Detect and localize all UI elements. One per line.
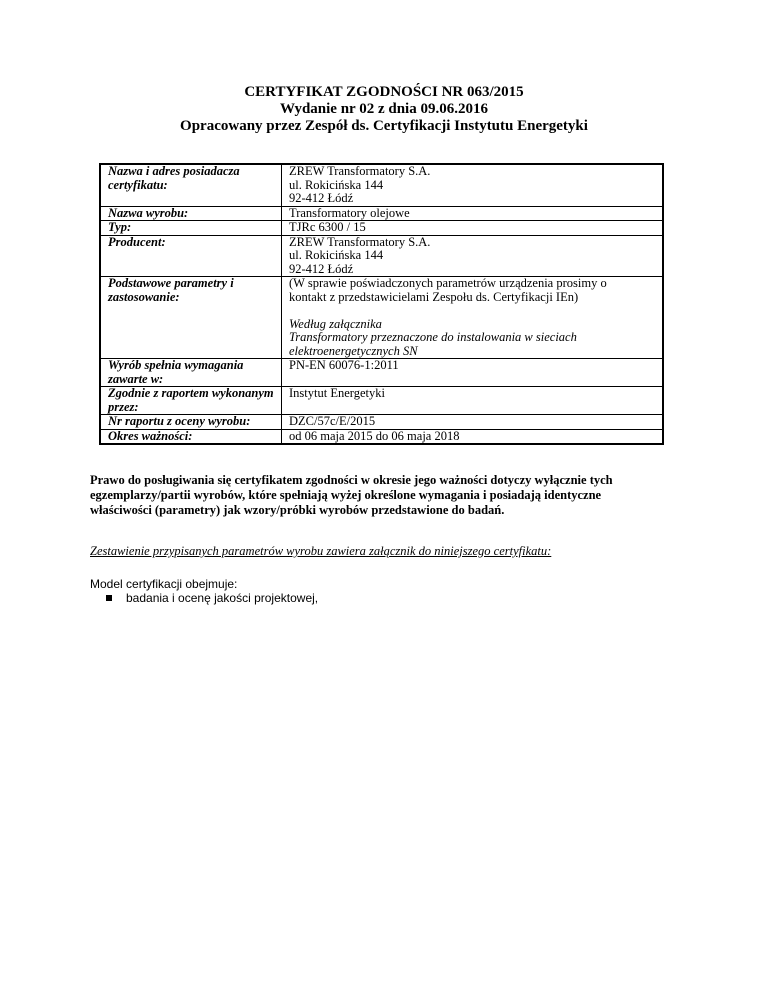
params-row xyxy=(100,277,663,359)
certificate-header xyxy=(0,84,768,135)
report-number-value: DZC/57c/E/2015 xyxy=(282,415,664,430)
report-row xyxy=(100,387,663,415)
report-value: Instytut Energetyki xyxy=(282,387,664,415)
certificate-details-table xyxy=(99,163,664,445)
square-bullet-icon xyxy=(106,595,112,601)
report-label: Zgodnie z raportem wykonanym przez: xyxy=(100,387,282,415)
producer-value: ZREW Transformatory S.A. ul. Rokicińska 144 92-412 Łódź xyxy=(282,235,664,277)
requirements-row xyxy=(100,359,663,387)
certification-model xyxy=(90,577,318,605)
holder-row xyxy=(100,164,663,206)
params-value: (W sprawie poświadczonych parametrów urządzenia prosimy o kontakt z przedstawicielami Zespołu ds. Certyfikacji IEn) Według załącznika Transformatory przeznaczone do instalowania w sieciach elektroenergetycznych SN xyxy=(282,277,664,359)
producer-row xyxy=(100,235,663,277)
certification-model-intro: Model certyfikacji obejmuje: xyxy=(90,577,238,591)
holder-label: Nazwa i adres posiadacza certyfikatu: xyxy=(100,164,282,206)
product-value: Transformatory olejowe xyxy=(282,206,664,221)
usage-rights-notice: Prawo do posługiwania się certyfikatem zgodności w okresie jego ważności dotyczy wyłącznie tych egzemplarzy/partii wyrobów, które spełniają wyżej określone wymagania i posiadają identyczne właściwości (parametry) jak wzory/próbki wyrobów przedstawione do badań. xyxy=(90,473,613,517)
validity-row xyxy=(100,429,663,444)
certification-model-list xyxy=(90,591,318,605)
report-number-label: Nr raportu z oceny wyrobu: xyxy=(100,415,282,430)
type-value: TJRc 6300 / 15 xyxy=(282,221,664,236)
report-number-row xyxy=(100,415,663,430)
product-row xyxy=(100,206,663,221)
holder-value: ZREW Transformatory S.A. ul. Rokicińska 144 92-412 Łódź xyxy=(282,164,664,206)
parameters-summary-note: Zestawienie przypisanych parametrów wyrobu zawiera załącznik do niniejszego certyfikatu: xyxy=(90,544,552,558)
type-label: Typ: xyxy=(100,221,282,236)
validity-label: Okres ważności: xyxy=(100,429,282,444)
product-label: Nazwa wyrobu: xyxy=(100,206,282,221)
params-label: Podstawowe parametry i zastosowanie: xyxy=(100,277,282,359)
validity-value: od 06 maja 2015 do 06 maja 2018 xyxy=(282,429,664,444)
producer-label: Producent: xyxy=(100,235,282,277)
requirements-value: PN-EN 60076-1:2011 xyxy=(282,359,664,387)
requirements-label: Wyrób spełnia wymagania zawarte w: xyxy=(100,359,282,387)
list-item: badania i ocenę jakości projektowej, xyxy=(90,591,318,605)
certificate-title: CERTYFIKAT ZGODNOŚCI NR 063/2015 xyxy=(244,84,524,100)
prepared-by-line: Opracowany przez Zespół ds. Certyfikacji Instytutu Energetyki xyxy=(180,118,588,134)
edition-line: Wydanie nr 02 z dnia 09.06.2016 xyxy=(280,101,488,117)
type-row xyxy=(100,221,663,236)
